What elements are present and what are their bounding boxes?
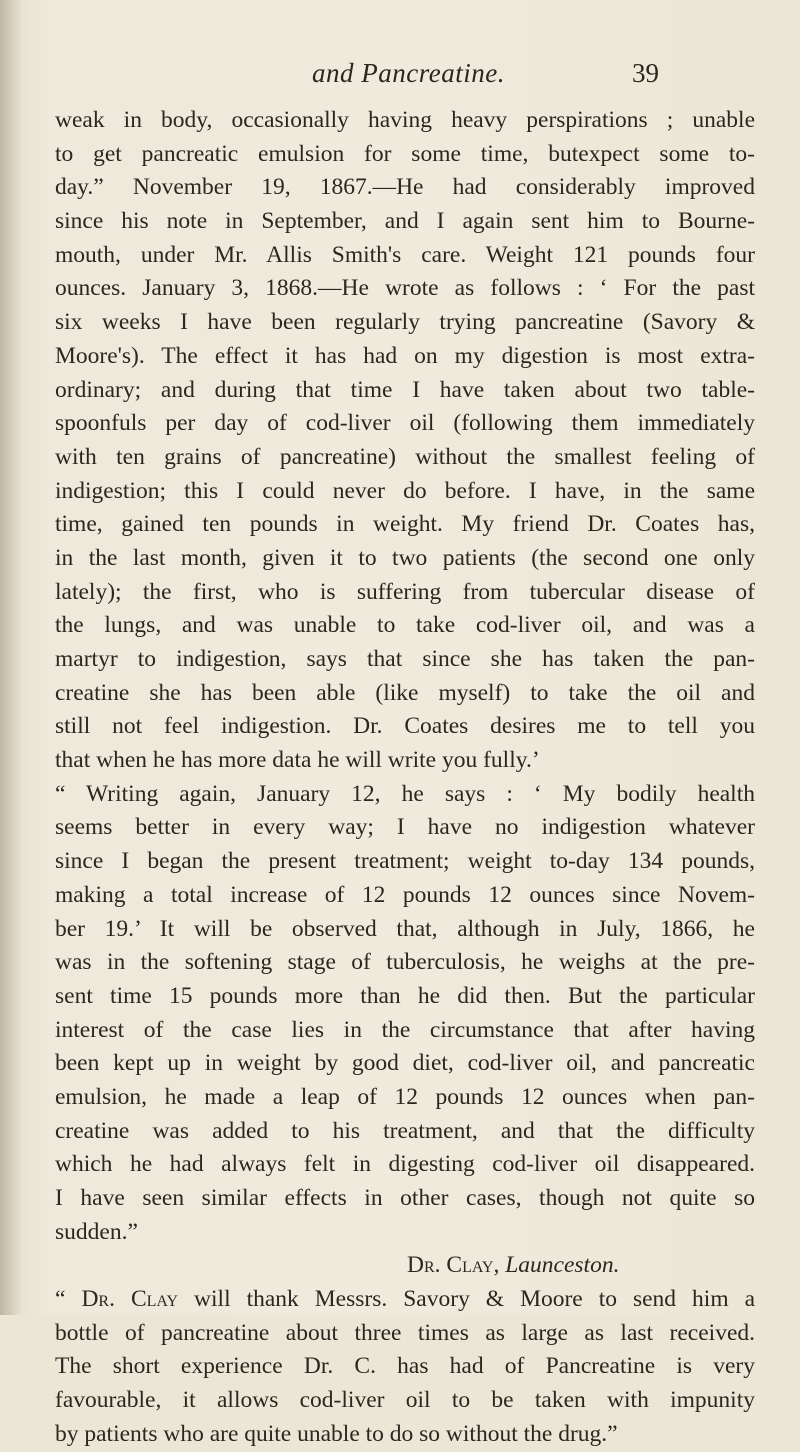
body-text: [55, 104, 755, 1452]
text-line: the lungs, and was unable to take cod-liver oil, and was a: [55, 612, 755, 639]
text-line: in the last month, given it to two patients (the second one only: [55, 544, 755, 571]
text-line: day.” November 19, 1867.—He had considerably improved: [55, 174, 755, 201]
text-line: martyr to indigestion, says that since she has taken the pan-: [55, 646, 755, 672]
text-line: still not feel indigestion. Dr. Coates desires me to tell you: [55, 713, 755, 740]
text-line: interest of the case lies in the circumstance that after having: [55, 1016, 755, 1043]
text-line: ounces. January 3, 1868.—He wrote as follows : ‘ For the past: [55, 275, 755, 302]
text-line: sudden.”: [55, 1218, 138, 1245]
text-line: [55, 1283, 755, 1317]
text-line: lately); the first, who is suffering from tubercular disease of: [55, 578, 755, 605]
text-line: bottle of pancreatine about three times as large as last received.: [55, 1319, 755, 1346]
text-line: to get pancreatic emulsion for some time, butexpect some to-: [55, 140, 755, 167]
text-line: mouth, under Mr. Allis Smith's care. Weight 121 pounds four: [55, 241, 755, 268]
doctor-name: Dr. Clay: [81, 1286, 179, 1313]
text-line: “ Writing again, January 12, he says : ‘ My bodily health: [55, 780, 755, 807]
text-line: I have seen similar effects in other cases, though not quite so: [55, 1185, 755, 1211]
text-line: indigestion; this I could never do before. I have, in the same: [55, 477, 755, 504]
text-line: that when he has more data he will write you fully.’: [55, 747, 540, 774]
running-head: [0, 58, 800, 98]
text-line: which he had always felt in digesting cod-liver oil disappeared.: [55, 1151, 755, 1178]
open-quote: “: [55, 1286, 66, 1313]
text-line: sent time 15 pounds more than he did then. But the particular: [55, 982, 755, 1009]
text-line: favourable, it allows cod-liver oil to be taken with impunity: [55, 1387, 755, 1414]
signature-place: Launceston.: [505, 1252, 620, 1279]
text-line: creatine she has been able (like myself) to take the oil and: [55, 679, 755, 706]
page-number: 39: [632, 58, 659, 88]
text-line: Moore's). The effect it has had on my digestion is most extra-: [55, 342, 755, 369]
text-line: time, gained ten pounds in weight. My friend Dr. Coates has,: [55, 511, 755, 538]
closing-first-rest: will thank Messrs. Savory & Moore to send him a: [194, 1286, 756, 1313]
binding-shadow: [0, 0, 22, 1315]
text-line: creatine was added to his treatment, and that the difficulty: [55, 1117, 755, 1144]
running-head-title: and Pancreatine.: [312, 58, 505, 88]
text-line: by patients who are quite unable to do so without the drug.”: [55, 1420, 618, 1447]
text-line: been kept up in weight by good diet, cod-liver oil, and pancreatic: [55, 1050, 755, 1077]
text-line: weak in body, occasionally having heavy perspirations ; unable: [55, 107, 755, 133]
text-line: since his note in September, and I again sent him to Bourne-: [55, 208, 755, 235]
text-line: was in the softening stage of tuberculosis, he weighs at the pre-: [55, 949, 755, 976]
signature-line: [55, 1249, 755, 1283]
text-line: seems better in every way; I have no indigestion whatever: [55, 814, 755, 841]
signature-name: Dr. Clay,: [407, 1252, 500, 1279]
text-line: ber 19.’ It will be observed that, although in July, 1866, he: [55, 915, 755, 942]
text-line: six weeks I have been regularly trying pancreatine (Savory &: [55, 309, 755, 336]
text-line: emulsion, he made a leap of 12 pounds 12 ounces when pan-: [55, 1083, 755, 1110]
text-line: with ten grains of pancreatine) without the smallest feeling of: [55, 443, 755, 470]
text-line: spoonfuls per day of cod-liver oil (following them immediately: [55, 410, 755, 437]
text-line: ordinary; and during that time I have taken about two table-: [55, 376, 755, 403]
text-line: since I began the present treatment; weight to-day 134 pounds,: [55, 848, 755, 875]
text-line: The short experience Dr. C. has had of Pancreatine is very: [55, 1353, 755, 1380]
text-line: making a total increase of 12 pounds 12 ounces since Novem-: [55, 881, 755, 908]
